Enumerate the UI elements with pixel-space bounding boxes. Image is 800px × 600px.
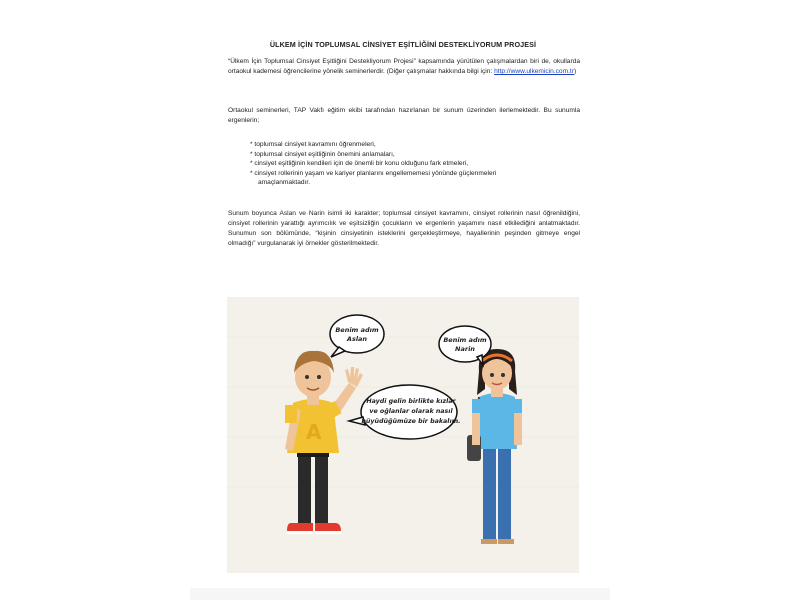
bubble-center-line1: Haydi gelin birlikte kızlar xyxy=(366,398,456,405)
document-title: ÜLKEM İÇİN TOPLUMSAL CİNSİYET EŞİTLİĞİNİ DESTEKLİYORUM PROJESİ xyxy=(269,40,537,49)
bubble-aslan-line2: Aslan xyxy=(346,335,368,343)
bubble-center-line2: ve oğlanlar olarak nasıl xyxy=(369,408,453,415)
intro-paragraph xyxy=(228,57,580,77)
list-item-tail: amaçlanmaktadır. xyxy=(258,179,311,186)
illustration-canvas xyxy=(227,297,579,573)
intro-tail: ) xyxy=(573,68,577,75)
goal-list xyxy=(250,140,580,188)
intro-text: “Ülkem İçin Toplumsal Cinsiyet Eşitliğini Destekliyorum Projesi” kapsamında yürütülen çalışmalardan biri de, okullarda ortaokul kademesi öğrencilerine yönelik seminerlerdir. (Diğer çalışmalar hakkında bilgi için: xyxy=(228,58,580,75)
list-item: * toplumsal cinsiyet kavramını öğrenmeleri, xyxy=(250,141,376,148)
page-bottom-edge xyxy=(190,588,610,600)
website-link[interactable]: http://www.ulkemicin.com.tr xyxy=(494,68,574,75)
list-item: * toplumsal cinsiyet eşitliğinin önemini anlamaları, xyxy=(250,150,395,158)
summary-paragraph: Sunum boyunca Aslan ve Narin isimli iki karakter; toplumsal cinsiyet kavramını, cinsiyet rollerinin nasıl öğrenildiğini, cinsiyet rollerinin yarattığı ayrımcılık ve eşitsizliğin çocukların ve ergenlerin yaşamını nasıl etkilediğini anlatmaktadır. Sunumun son bölümünde, “kişinin cinsiyetinin isteklerini gerçekleştirmeye, hayallerinin peşinden gitmeye engel olmadığı” vurgulanarak iyi örnekler gösterilmektedir. xyxy=(228,210,580,247)
bubble-center-line3: büyüdüğümüze bir bakalım. xyxy=(361,418,461,425)
shirt-letter: A xyxy=(306,420,322,444)
cartoon-illustration xyxy=(227,297,579,573)
bubble-narin-line1: Benim adım xyxy=(443,336,487,344)
list-item: * cinsiyet eşitliğinin kendileri için de önemli bir konu olduğunu fark etmeleri, xyxy=(250,160,469,167)
bubble-aslan-line1: Benim adım xyxy=(335,326,379,334)
list-item: * cinsiyet rollerinin yaşam ve kariyer planlarını engellememesi yönünde güçlenmeleri xyxy=(250,169,497,177)
bubble-narin-line2: Narin xyxy=(455,345,475,353)
seminar-paragraph: Ortaokul seminerleri, TAP Vakfı eğitim ekibi tarafından hazırlanan bir sunum üzerinden ilerlemektedir. Bu sunumla ergenlerin; xyxy=(228,107,580,124)
